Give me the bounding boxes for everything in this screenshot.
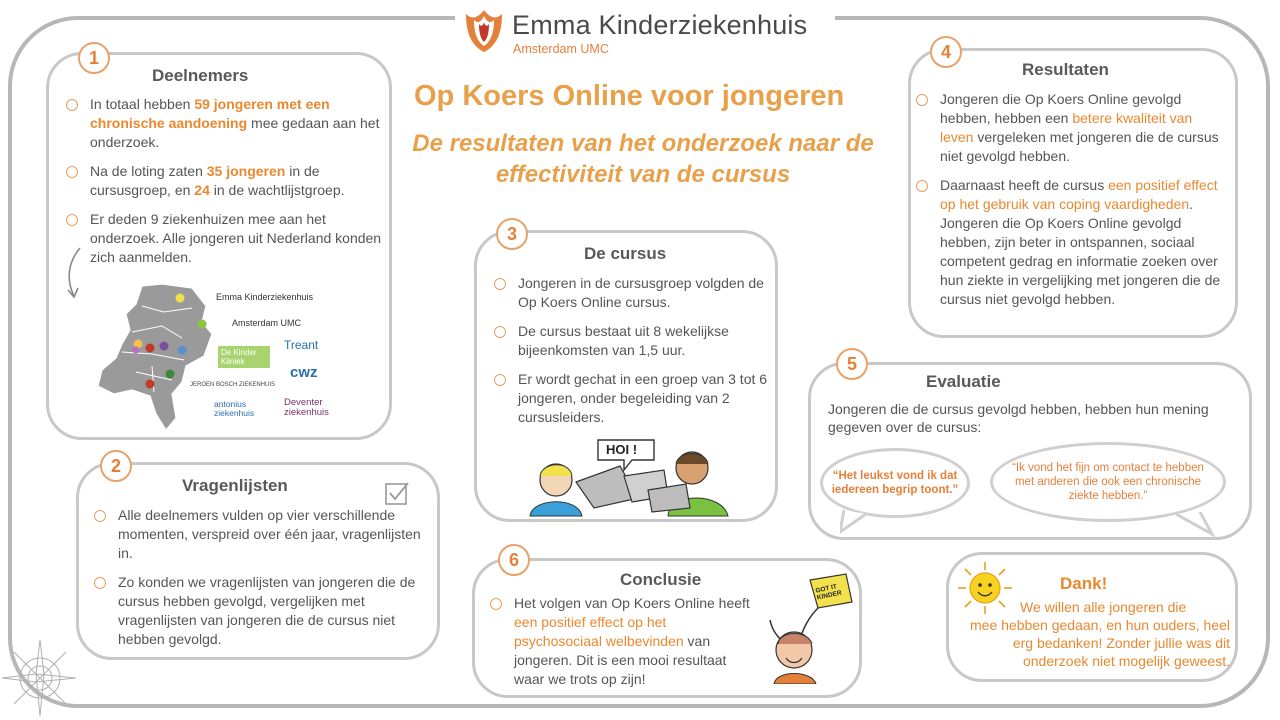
quote-bubble-2 [990, 442, 1226, 522]
tulip-logo-icon [462, 6, 506, 54]
hospital-cwz: cwz [290, 364, 318, 381]
deelnemers-list [66, 95, 388, 277]
hospital-treant: Treant [284, 338, 319, 352]
panel-title-vragenlijsten: Vragenlijsten [182, 476, 288, 495]
bubble-tail-1 [840, 510, 870, 534]
list-item: Jongeren in de cursusgroep volgden de Op Koers Online cursus. [494, 274, 770, 312]
conclusie-list [490, 594, 754, 699]
bubble-tail-2 [1176, 512, 1216, 538]
step-number-2: 2 [100, 450, 132, 482]
quote-1: “Het leukst vond ik dat iedereen begrip toont.” [831, 470, 959, 496]
vragenlijsten-list [94, 506, 424, 659]
list-item: In totaal hebben 59 jongeren met een chronische aandoening mee gedaan aan het onderzoek. [66, 95, 388, 152]
quote-bubble-1 [820, 448, 970, 518]
hospital-antonius: antonius ziekenhuis [214, 399, 255, 418]
page-subtitle: De resultaten van het onderzoek naar de effectiviteit van de cursus [412, 130, 874, 188]
brand-logo [462, 6, 832, 60]
evaluatie-intro: Jongeren die de cursus gevolgd hebben, hebben hun mening gegeven over de cursus: [828, 401, 1209, 435]
panel-title-evaluatie: Evaluatie [926, 372, 1001, 391]
sun-icon [956, 560, 1014, 616]
dank-line-1: We willen alle jongeren die [1020, 599, 1187, 615]
step-number-6: 6 [498, 544, 530, 576]
hospital-emma: Emma Kinderziekenhuis [216, 292, 314, 302]
panel-title-resultaten: Resultaten [1022, 60, 1109, 79]
list-item: Jongeren die Op Koers Online gevolgd hebben, hebben een betere kwaliteit van leven vergeleken met jongeren die de cursus niet gevolgd hebben. [916, 90, 1222, 166]
panel-title-deelnemers: Deelnemers [152, 66, 249, 85]
hospital-logos [190, 290, 354, 420]
netherlands-map [92, 282, 222, 432]
resultaten-list [916, 90, 1222, 319]
step-number-3: 3 [496, 218, 528, 250]
panel-title-conclusie: Conclusie [620, 570, 702, 589]
panel-title-cursus: De cursus [584, 244, 667, 263]
dank-text: mee hebben gedaan, en hun ouders, heel erg bedanken! Zonder jullie was dit onderzoek niet mogelijk geweest. [970, 617, 1230, 669]
chat-illustration [528, 436, 734, 518]
step-number-1: 1 [78, 42, 110, 74]
list-item: Het volgen van Op Koers Online heeft een positief effect op het psychosociaal welbevinden van jongeren. Dit is een mooi resultaat waar we trots op zijn! [490, 594, 754, 689]
compass-icon [0, 632, 76, 716]
hospital-jbz: JEROEN BOSCH ZIEKENHUIS [190, 382, 276, 388]
checkbox-icon [384, 480, 410, 506]
brand-sub: Amsterdam UMC [513, 42, 609, 56]
quote-2: “Ik vond het fijn om contact te hebben met anderen die ook een chronische ziekte hebben.” [1012, 462, 1204, 502]
dank-title: Dank! [1060, 574, 1108, 593]
list-item: Zo konden we vragenlijsten van jongeren die de cursus hebben gevolgd, vergelijken met vragenlijsten van jongeren die de cursus niet hebben gevolgd. [94, 573, 424, 649]
sign-text: GOT IT KINDER [814, 583, 843, 602]
curved-arrow-icon [62, 246, 92, 302]
list-item: Daarnaast heeft de cursus een positief effect op het gebruik van coping vaardigheden. Jongeren die Op Koers Online gevolgd hebben, zijn beter in ontspannen, sociaal competent gedrag en informatie zoeken over hun ziekte in vergelijking met jongeren die de cursus niet gevolgd hebben. [916, 176, 1222, 309]
hospital-deventer: Deventer ziekenhuis [284, 397, 329, 418]
list-item: Na de loting zaten 35 jongeren in de cursusgroep, en 24 in de wachtlijstgroep. [66, 162, 388, 200]
list-item: Er deden 9 ziekenhuizen mee aan het onderzoek. Alle jongeren uit Nederland konden zich aanmelden. [66, 210, 388, 267]
list-item: De cursus bestaat uit 8 wekelijkse bijeenkomsten van 1,5 uur. [494, 322, 770, 360]
page-title: Op Koers Online voor jongeren [414, 80, 845, 112]
list-item: Alle deelnemers vulden op vier verschillende momenten, verspreid over één jaar, vragenlijsten in. [94, 506, 424, 563]
cursus-list [494, 274, 770, 437]
step-number-5: 5 [836, 348, 868, 380]
step-number-4: 4 [930, 36, 962, 68]
hospital-amc: Amsterdam UMC [232, 318, 302, 328]
chat-bubble-text: HOI ! [606, 442, 638, 457]
list-item: Er wordt gechat in een groep van 3 tot 6 jongeren, onder begeleiding van 2 cursusleiders. [494, 370, 770, 427]
hospital-sein: De Kinder Kliniek [218, 346, 270, 368]
brand-name: Emma Kinderziekenhuis [512, 10, 808, 40]
